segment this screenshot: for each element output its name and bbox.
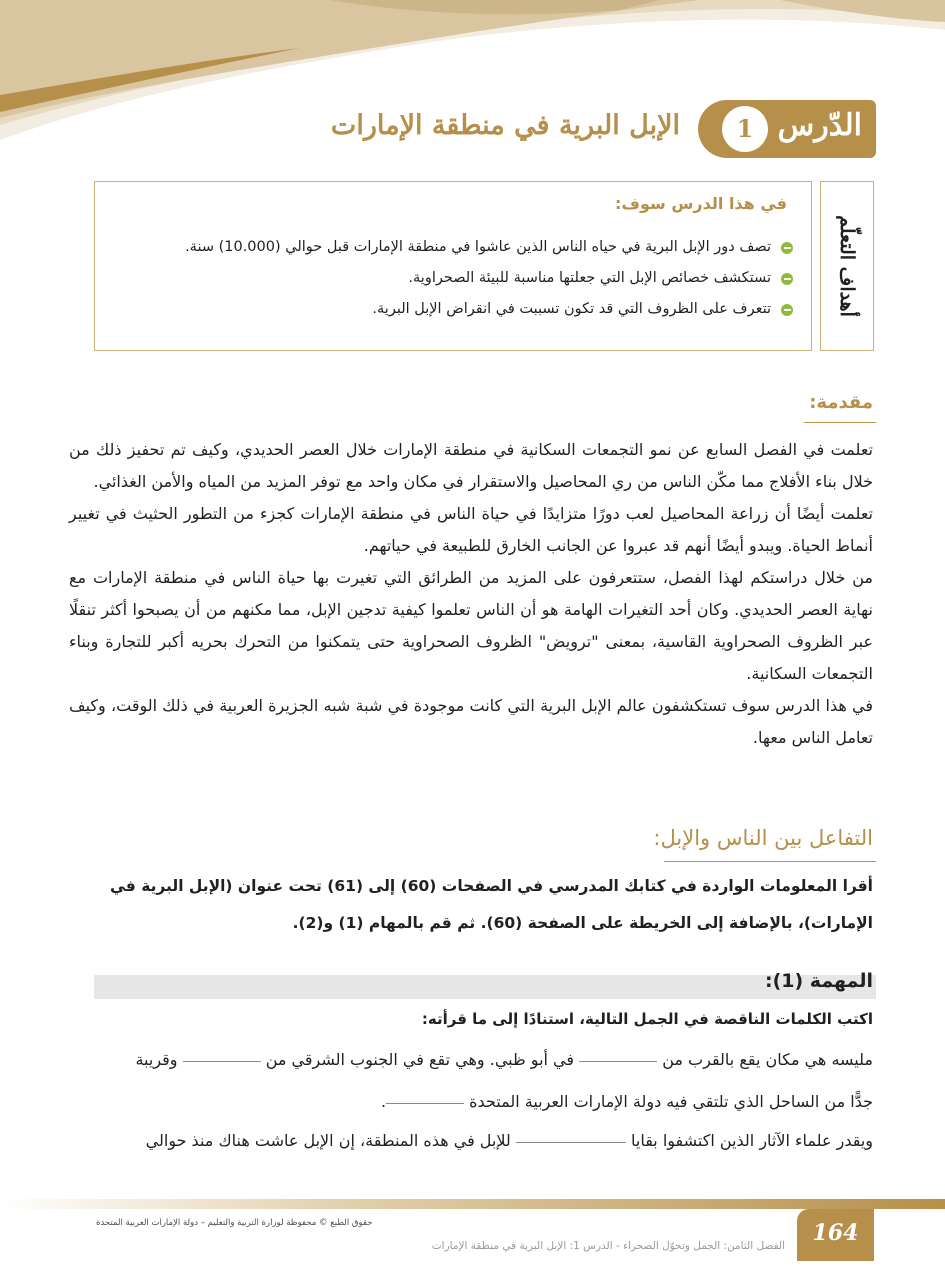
answer-blank[interactable] bbox=[386, 1102, 464, 1104]
intro-paragraph: من خلال دراستكم لهذا الفصل، ستتعرفون على المزيد من الطرائق التي تغيرت بها حياة الناس في منطقة الإمارات مع نهاية العصر الحديدي. وكان أحد التغيرات الهامة هو أن الناس تعلموا كيفية تدجين الإبل، مما مكنهم من أن يصبحوا أكثر تنقلًا عبر الظروف الصحراوية القاسية، بمعنى "ترويض" الظروف الصحراوية حتى يتمكنوا من التحرك بحريه أكبر للتجارة وبناء التجمعات السكانية. bbox=[69, 568, 873, 683]
task-title-bar bbox=[94, 975, 876, 999]
page-number: 164 bbox=[797, 1209, 874, 1261]
intro-paragraph: تعلمت في الفصل السابع عن نمو التجمعات السكانية في منطقة الإمارات خلال العصر الحديدي، وكيف تم تحفيز ذلك من خلال بناء الأفلاج مما مكّن الناس من ري المحاصيل والاستقرار في مكان واحد مع توفر المزيد من المياه والأمن الغذائي. bbox=[69, 440, 873, 491]
bullet-icon bbox=[781, 242, 793, 254]
task-instruction: اكتب الكلمات الناقصة في الجمل التالية، استنادًا إلى ما قرأته: bbox=[421, 1010, 873, 1028]
intro-body bbox=[69, 434, 873, 754]
task-title: المهمة (1): bbox=[764, 970, 873, 992]
intro-paragraph: تعلمت أيضًا أن زراعة المحاصيل لعب دورًا متزايدًا في حياة الناس في منطقة الإمارات كجزء من التطور الحثيث في تغيير أنماط الحياة. ويبدو أيضًا أنهم قد عبروا عن الجانب الخارق للطبيعة في حياتهم. bbox=[69, 504, 873, 555]
intro-heading-underline bbox=[804, 422, 876, 423]
footer-chapter-info: الفصل الثامن: الجمل وتحوّل الصحراء - الدرس 1: الإبل البرية في منطقة الإمارات bbox=[431, 1240, 785, 1252]
task-sentence-1: مليسه هي مكان يقع بالقرب من في أبو ظبي. وهي تقع في الجنوب الشرقي من وقريبة bbox=[135, 1050, 873, 1069]
task-sentence-2: جدًّا من الساحل الذي تلتقي فيه دولة الإمارات العربية المتحدة . bbox=[380, 1092, 873, 1111]
lesson-title-bar bbox=[330, 100, 876, 158]
objectives-intro: في هذا الدرس سوف: bbox=[615, 194, 787, 213]
intro-paragraph: في هذا الدرس سوف تستكشفون عالم الإبل البرية التي كانت موجودة في شبة شبه الجزيرة العربية في ذلك الوقت، وكيف تعامل الناس معها. bbox=[69, 696, 873, 747]
intro-heading: مقدمة: bbox=[809, 392, 873, 413]
list-item: تتعرف على الظروف التي قد تكون تسببت في انقراض الإبل البرية. bbox=[185, 294, 797, 325]
lesson-word: الدّرس bbox=[777, 108, 862, 143]
bullet-icon bbox=[781, 273, 793, 285]
section-heading-underline bbox=[664, 861, 876, 862]
answer-blank[interactable] bbox=[579, 1060, 657, 1062]
objectives-tab-label: أهداف التعلّم bbox=[835, 215, 858, 317]
objectives-box bbox=[94, 181, 812, 351]
page-title: الإبل البرية في منطقة الإمارات bbox=[330, 110, 680, 141]
lesson-number: 1 bbox=[722, 106, 768, 152]
objectives-tab bbox=[820, 181, 874, 351]
objectives-list bbox=[185, 232, 797, 325]
section-heading: التفاعل بين الناس والإبل: bbox=[653, 826, 873, 850]
answer-blank[interactable] bbox=[183, 1060, 261, 1062]
footer-copyright: حقوق الطبع © محفوظة لوزارة التربية والتعليم – دولة الإمارات العربية المتحدة bbox=[96, 1218, 373, 1228]
answer-blank[interactable] bbox=[516, 1141, 626, 1143]
list-item: تصف دور الإبل البرية في حياه الناس الذين عاشوا في منطقة الإمارات قبل حوالي (10.000) سنة. bbox=[185, 232, 797, 263]
list-item: تستكشف خصائص الإبل التي جعلتها مناسبة للبيئة الصحراوية. bbox=[185, 263, 797, 294]
section-instruction: أقرا المعلومات الواردة في كتابك المدرسي في الصفحات (60) إلى (61) تحت عنوان (الإبل البرية في الإمارات)، بالإضافة إلى الخريطة على الصفحة (60). ثم قم بالمهام (1) و(2). bbox=[109, 877, 873, 932]
task-sentence-3: ويقدر علماء الآثار الذين اكتشفوا بقايا للإبل في هذه المنطقة، إن الإبل عاشت هناك منذ حوالي bbox=[145, 1131, 873, 1150]
bullet-icon bbox=[781, 304, 793, 316]
